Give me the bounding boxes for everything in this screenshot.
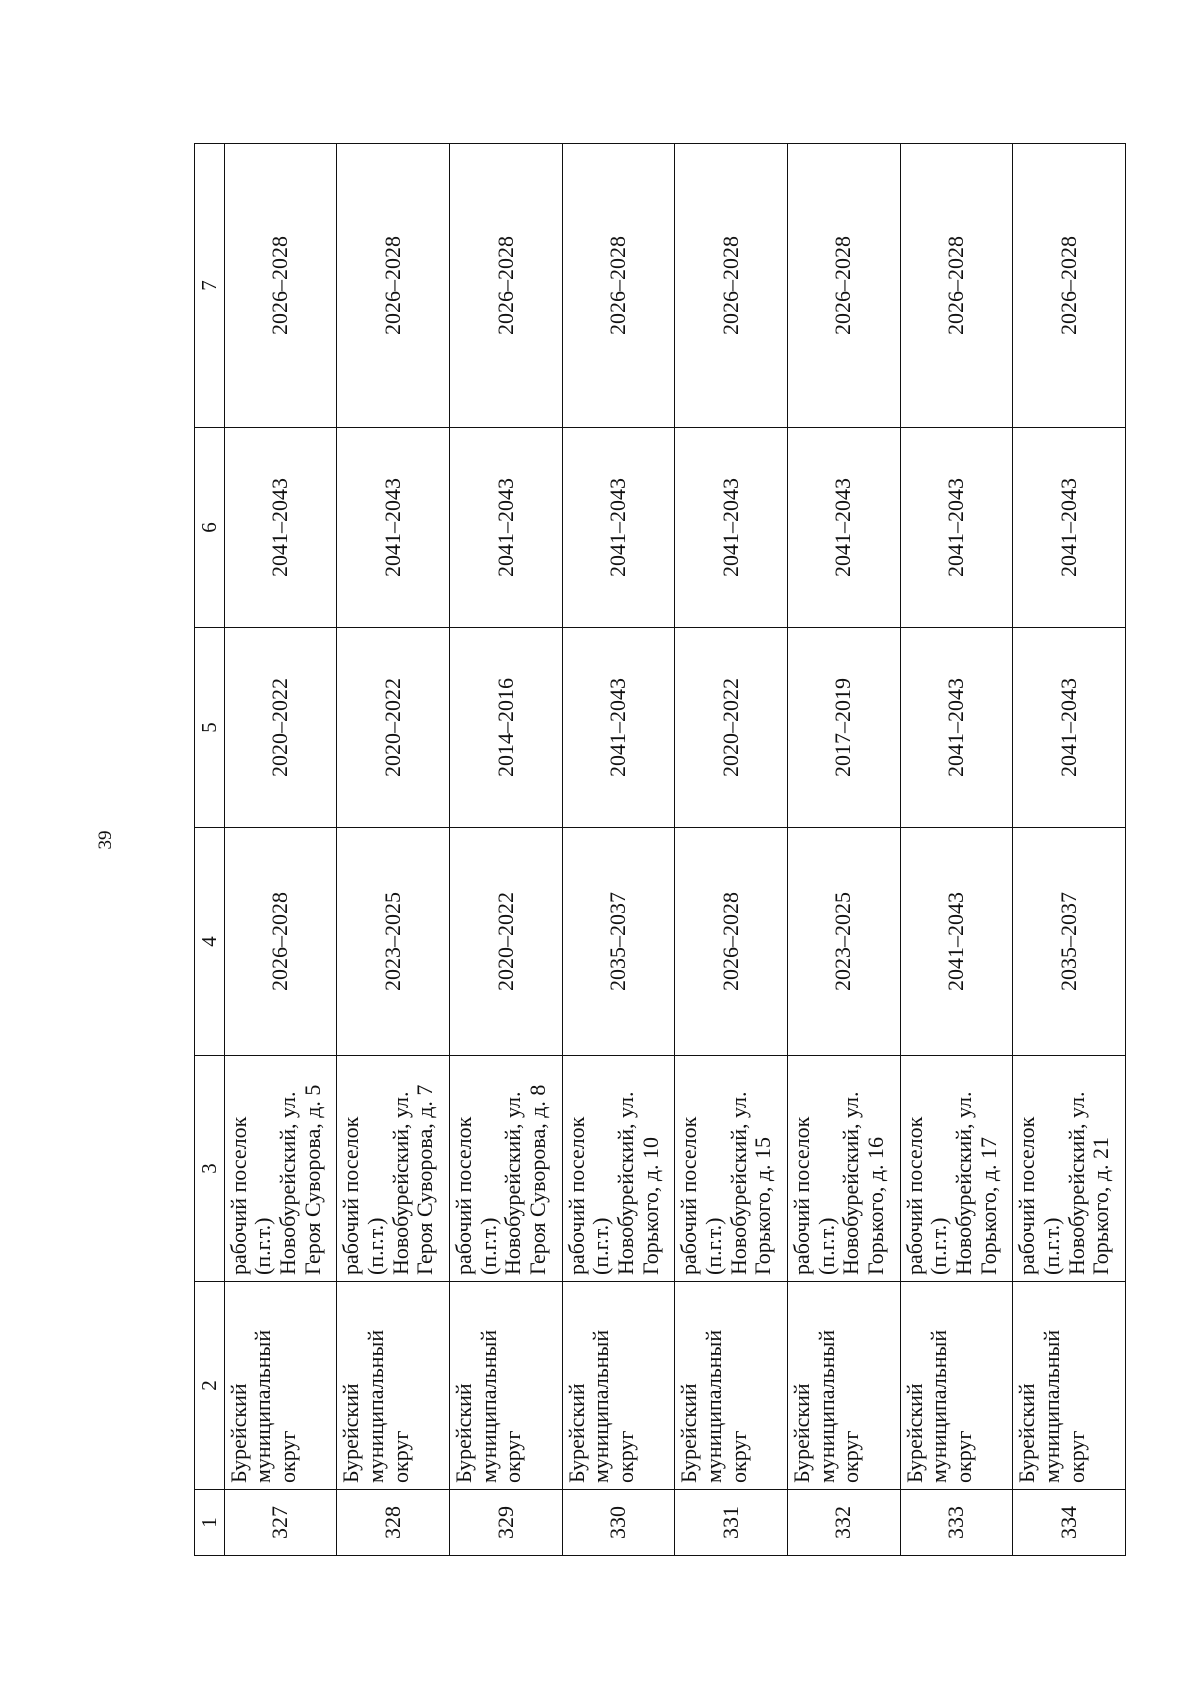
address-cell: рабочий поселок (п.г.т.) Новобурейский, ул. Горького, д. 15: [675, 1056, 788, 1282]
period-cell-5: 2041–2043: [1013, 628, 1126, 828]
period-cell-6: 2041–2043: [562, 428, 675, 628]
table-row: [787, 144, 900, 1556]
period-cell-5: 2020–2022: [337, 628, 450, 828]
table-row: [1013, 144, 1126, 1556]
row-number-cell: 329: [450, 1490, 563, 1556]
rotated-table-container: [194, 144, 1126, 1556]
table-row: [224, 144, 337, 1556]
header-cell: 4: [195, 828, 225, 1056]
table-header-row: [195, 144, 225, 1556]
row-number-cell: 330: [562, 1490, 675, 1556]
period-cell-6: 2041–2043: [787, 428, 900, 628]
period-cell-6: 2041–2043: [900, 428, 1013, 628]
district-cell: Бурейский муниципальный округ: [900, 1282, 1013, 1490]
row-number-cell: 332: [787, 1490, 900, 1556]
row-number-cell: 331: [675, 1490, 788, 1556]
schedule-table: [194, 143, 1126, 1556]
period-cell-4: 2041–2043: [900, 828, 1013, 1056]
table-row: [450, 144, 563, 1556]
period-cell-6: 2041–2043: [224, 428, 337, 628]
address-cell: рабочий поселок (п.г.т.) Новобурейский, ул. Горького, д. 16: [787, 1056, 900, 1282]
district-cell: Бурейский муниципальный округ: [1013, 1282, 1126, 1490]
row-number-cell: 333: [900, 1490, 1013, 1556]
table-row: [562, 144, 675, 1556]
period-cell-4: 2023–2025: [337, 828, 450, 1056]
address-cell: рабочий поселок (п.г.т.) Новобурейский, ул. Героя Суворова, д. 5: [224, 1056, 337, 1282]
period-cell-7: 2026–2028: [450, 144, 563, 428]
period-cell-4: 2026–2028: [224, 828, 337, 1056]
period-cell-7: 2026–2028: [675, 144, 788, 428]
address-cell: рабочий поселок (п.г.т.) Новобурейский, ул. Героя Суворова, д. 7: [337, 1056, 450, 1282]
period-cell-7: 2026–2028: [1013, 144, 1126, 428]
header-cell: 3: [195, 1056, 225, 1282]
header-cell: 2: [195, 1282, 225, 1490]
period-cell-4: 2026–2028: [675, 828, 788, 1056]
period-cell-7: 2026–2028: [224, 144, 337, 428]
period-cell-4: 2020–2022: [450, 828, 563, 1056]
period-cell-4: 2035–2037: [1013, 828, 1126, 1056]
header-cell: 7: [195, 144, 225, 428]
period-cell-6: 2041–2043: [675, 428, 788, 628]
period-cell-5: 2041–2043: [900, 628, 1013, 828]
district-cell: Бурейский муниципальный округ: [675, 1282, 788, 1490]
period-cell-6: 2041–2043: [450, 428, 563, 628]
period-cell-5: 2020–2022: [675, 628, 788, 828]
period-cell-4: 2035–2037: [562, 828, 675, 1056]
table-row: [900, 144, 1013, 1556]
row-number-cell: 328: [337, 1490, 450, 1556]
address-cell: рабочий поселок (п.г.т.) Новобурейский, ул. Горького, д. 17: [900, 1056, 1013, 1282]
period-cell-4: 2023–2025: [787, 828, 900, 1056]
address-cell: рабочий поселок (п.г.т.) Новобурейский, ул. Горького, д. 21: [1013, 1056, 1126, 1282]
row-number-cell: 334: [1013, 1490, 1126, 1556]
period-cell-5: 2017–2019: [787, 628, 900, 828]
row-number-cell: 327: [224, 1490, 337, 1556]
district-cell: Бурейский муниципальный округ: [450, 1282, 563, 1490]
district-cell: Бурейский муниципальный округ: [787, 1282, 900, 1490]
period-cell-5: 2041–2043: [562, 628, 675, 828]
period-cell-5: 2020–2022: [224, 628, 337, 828]
address-cell: рабочий поселок (п.г.т.) Новобурейский, ул. Героя Суворова, д. 8: [450, 1056, 563, 1282]
district-cell: Бурейский муниципальный округ: [224, 1282, 337, 1490]
period-cell-7: 2026–2028: [900, 144, 1013, 428]
period-cell-7: 2026–2028: [337, 144, 450, 428]
header-cell: 1: [195, 1490, 225, 1556]
district-cell: Бурейский муниципальный округ: [337, 1282, 450, 1490]
address-cell: рабочий поселок (п.г.т.) Новобурейский, ул. Горького, д. 10: [562, 1056, 675, 1282]
table-row: [675, 144, 788, 1556]
header-cell: 6: [195, 428, 225, 628]
district-cell: Бурейский муниципальный округ: [562, 1282, 675, 1490]
page-number: 39: [95, 830, 116, 850]
period-cell-5: 2014–2016: [450, 628, 563, 828]
header-cell: 5: [195, 628, 225, 828]
period-cell-7: 2026–2028: [787, 144, 900, 428]
period-cell-6: 2041–2043: [337, 428, 450, 628]
table-row: [337, 144, 450, 1556]
period-cell-7: 2026–2028: [562, 144, 675, 428]
period-cell-6: 2041–2043: [1013, 428, 1126, 628]
